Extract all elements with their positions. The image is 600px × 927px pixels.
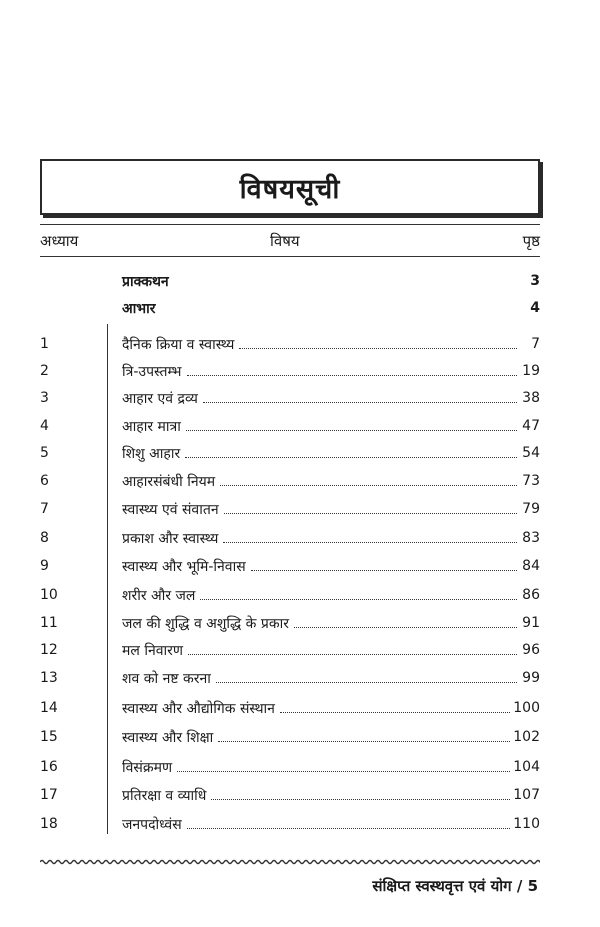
chapter-page: 102 xyxy=(513,729,540,745)
toc-row xyxy=(40,441,540,465)
chapter-title: आहार एवं द्रव्य xyxy=(122,390,198,407)
chapter-title: दैनिक क्रिया व स्वास्थ्य xyxy=(122,336,235,353)
dot-leader xyxy=(185,457,517,458)
chapter-page: 100 xyxy=(513,700,540,716)
chapter-title: आहार मात्रा xyxy=(122,418,181,435)
toc-row xyxy=(40,526,540,550)
chapter-number: 11 xyxy=(40,615,58,631)
chapter-title: जनपदोध्वंस xyxy=(122,816,182,833)
toc-row xyxy=(40,755,540,779)
chapter-page: 104 xyxy=(513,759,540,775)
toc-row xyxy=(40,812,540,836)
chapter-number: 16 xyxy=(40,759,58,775)
chapter-number: 4 xyxy=(40,418,49,434)
chapter-title: त्रि-उपस्तम्भ xyxy=(122,363,182,380)
front-matter-title: आभार xyxy=(122,300,156,317)
chapter-number: 2 xyxy=(40,363,49,379)
chapter-number: 1 xyxy=(40,336,49,352)
chapter-title: शिशु आहार xyxy=(122,445,181,462)
chapter-title: प्रकाश और स्वास्थ्य xyxy=(122,530,219,547)
dot-leader xyxy=(223,542,517,543)
header-rule xyxy=(40,256,540,257)
dot-leader xyxy=(188,654,517,655)
chapter-number: 18 xyxy=(40,816,58,832)
page-footer xyxy=(372,876,538,896)
page-title: विषयसूची xyxy=(239,173,341,205)
chapter-number: 12 xyxy=(40,642,58,658)
toc-row xyxy=(40,359,540,383)
chapter-title: स्वास्थ्य और औद्योगिक संस्थान xyxy=(122,700,275,717)
chapter-page: 99 xyxy=(522,670,540,686)
chapter-number: 15 xyxy=(40,729,58,745)
chapter-title: स्वास्थ्य एवं संवातन xyxy=(122,501,219,518)
toc-row xyxy=(40,583,540,607)
dot-leader xyxy=(187,375,518,376)
dot-leader xyxy=(177,771,510,772)
footer-separator: / xyxy=(516,877,523,895)
chapter-page: 110 xyxy=(513,816,540,832)
chapter-number: 17 xyxy=(40,787,58,803)
chapter-page: 38 xyxy=(522,390,540,406)
chapter-page: 96 xyxy=(522,642,540,658)
chapter-number: 3 xyxy=(40,390,49,406)
toc-row xyxy=(40,666,540,690)
chapter-number: 5 xyxy=(40,445,49,461)
chapter-page: 79 xyxy=(522,501,540,517)
toc-row xyxy=(40,783,540,807)
chapter-number: 6 xyxy=(40,473,49,489)
toc-row xyxy=(40,332,540,356)
toc-row xyxy=(40,414,540,438)
toc-row xyxy=(40,554,540,578)
chapter-number: 10 xyxy=(40,587,58,603)
chapter-number: 14 xyxy=(40,700,58,716)
front-matter-title: प्राक्कथन xyxy=(122,273,169,290)
toc-row xyxy=(40,611,540,635)
toc-row xyxy=(40,386,540,410)
chapter-page: 19 xyxy=(522,363,540,379)
dot-leader xyxy=(280,712,510,713)
chapter-title: मल निवारण xyxy=(122,642,183,659)
top-rule xyxy=(40,224,540,225)
front-matter-row xyxy=(40,296,540,320)
dot-leader xyxy=(211,799,510,800)
chapter-number: 8 xyxy=(40,530,49,546)
chapter-page: 83 xyxy=(522,530,540,546)
dot-leader xyxy=(251,570,517,571)
dot-leader xyxy=(239,348,517,349)
chapter-title: स्वास्थ्य और भूमि-निवास xyxy=(122,558,246,575)
chapter-title: शरीर और जल xyxy=(122,587,196,604)
chapter-page: 84 xyxy=(522,558,540,574)
chapter-title: विसंक्रमण xyxy=(122,759,173,776)
chapter-page: 47 xyxy=(522,418,540,434)
toc-row xyxy=(40,469,540,493)
chapter-page: 7 xyxy=(531,336,540,352)
front-matter-page: 4 xyxy=(530,300,540,316)
title-box xyxy=(40,159,540,215)
chapter-page: 91 xyxy=(522,615,540,631)
front-matter-row xyxy=(40,269,540,293)
chapter-page: 54 xyxy=(522,445,540,461)
toc-row xyxy=(40,497,540,521)
wavy-divider xyxy=(40,858,540,866)
chapter-title: प्रतिरक्षा व व्याधि xyxy=(122,787,207,804)
dot-leader xyxy=(224,513,517,514)
header-page: पृष्ठ xyxy=(522,232,540,250)
toc-row xyxy=(40,725,540,749)
dot-leader xyxy=(200,599,517,600)
toc-row xyxy=(40,696,540,720)
toc-row xyxy=(40,638,540,662)
chapter-number: 7 xyxy=(40,501,49,517)
footer-book-title: संक्षिप्त स्वस्थवृत्त एवं योग xyxy=(372,877,512,895)
footer-page-number: 5 xyxy=(527,877,538,895)
chapter-title: शव को नष्ट करना xyxy=(122,670,211,687)
chapter-page: 73 xyxy=(522,473,540,489)
dot-leader xyxy=(220,485,517,486)
header-chapter: अध्याय xyxy=(40,232,79,250)
dot-leader xyxy=(216,682,517,683)
chapter-title: स्वास्थ्य और शिक्षा xyxy=(122,729,214,746)
dot-leader xyxy=(187,828,511,829)
dot-leader xyxy=(203,402,517,403)
chapter-title: आहारसंबंधी नियम xyxy=(122,473,216,490)
front-matter-page: 3 xyxy=(530,273,540,289)
dot-leader xyxy=(186,430,517,431)
dot-leader xyxy=(294,627,517,628)
chapter-number: 9 xyxy=(40,558,49,574)
chapter-title: जल की शुद्धि व अशुद्धि के प्रकार xyxy=(122,615,289,632)
chapter-number: 13 xyxy=(40,670,58,686)
header-subject: विषय xyxy=(270,232,300,250)
dot-leader xyxy=(218,741,510,742)
chapter-page: 86 xyxy=(522,587,540,603)
chapter-page: 107 xyxy=(513,787,540,803)
